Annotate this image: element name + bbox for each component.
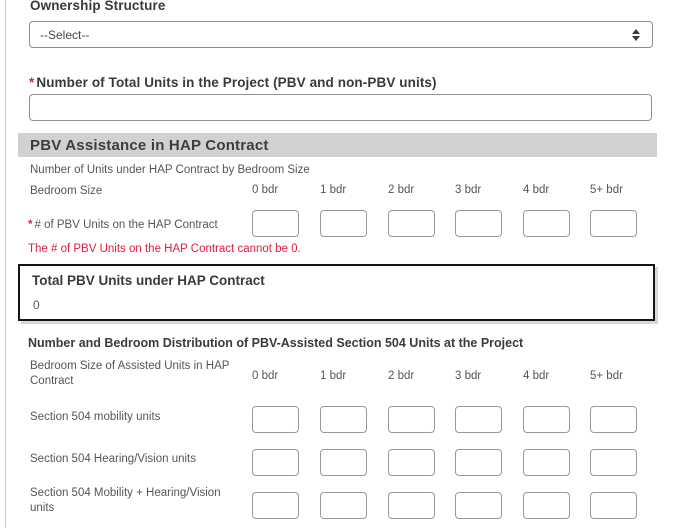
pbv-units-0bdr-input[interactable]	[252, 210, 299, 237]
total-pbv-units-title: Total PBV Units under HAP Contract	[32, 273, 265, 288]
pbv-units-row-label-text: # of PBV Units on the HAP Contract	[34, 219, 218, 231]
select-spinner-icon	[632, 29, 640, 41]
pbv-section-subtitle: Number of Units under HAP Contract by Bedroom Size	[30, 164, 310, 176]
pbv-units-2bdr-input[interactable]	[388, 210, 435, 237]
col-header-0bdr: 0 bdr	[252, 184, 279, 196]
hearing-vision-5bdr-input[interactable]	[590, 449, 637, 476]
pbv-units-1bdr-input[interactable]	[320, 210, 367, 237]
col-header-1bdr: 1 bdr	[320, 184, 347, 196]
section504-mobility-label: Section 504 mobility units	[30, 411, 161, 423]
total-pbv-units-value: 0	[33, 298, 40, 312]
hearing-vision-0bdr-input[interactable]	[252, 449, 299, 476]
total-units-label-text: Number of Total Units in the Project (PBV and non-PBV units)	[36, 75, 437, 90]
total-pbv-units-box	[18, 264, 655, 321]
col-header-4bdr: 4 bdr	[523, 370, 550, 382]
hearing-vision-2bdr-input[interactable]	[388, 449, 435, 476]
mobility-hearing-vision-2bdr-input[interactable]	[388, 492, 435, 519]
mobility-5bdr-input[interactable]	[590, 406, 637, 433]
section504-title: Number and Bedroom Distribution of PBV-Assisted Section 504 Units at the Project	[28, 336, 524, 350]
mobility-3bdr-input[interactable]	[455, 406, 502, 433]
total-units-label	[29, 75, 437, 90]
pbv-units-3bdr-input[interactable]	[455, 210, 502, 237]
mobility-4bdr-input[interactable]	[523, 406, 570, 433]
mobility-hearing-vision-0bdr-input[interactable]	[252, 492, 299, 519]
mobility-hearing-vision-3bdr-input[interactable]	[455, 492, 502, 519]
pbv-units-5bdr-input[interactable]	[590, 210, 637, 237]
mobility-2bdr-input[interactable]	[388, 406, 435, 433]
required-asterisk: *	[29, 75, 35, 90]
pbv-units-error-message: The # of PBV Units on the HAP Contract cannot be 0.	[28, 243, 301, 255]
panel-left-border	[5, 0, 6, 528]
section504-bedroom-header: Bedroom Size of Assisted Units in HAP Contract	[30, 360, 230, 388]
chevron-down-icon	[632, 36, 640, 41]
col-header-2bdr: 2 bdr	[388, 370, 415, 382]
col-header-3bdr: 3 bdr	[455, 370, 482, 382]
pbv-section-header	[18, 133, 657, 157]
ownership-structure-label: Ownership Structure	[30, 0, 166, 13]
hearing-vision-4bdr-input[interactable]	[523, 449, 570, 476]
ownership-structure-select[interactable]	[29, 21, 653, 48]
col-header-3bdr: 3 bdr	[455, 184, 482, 196]
pbv-units-row-label	[28, 218, 218, 233]
col-header-1bdr: 1 bdr	[320, 370, 347, 382]
hearing-vision-1bdr-input[interactable]	[320, 449, 367, 476]
mobility-0bdr-input[interactable]	[252, 406, 299, 433]
col-header-0bdr: 0 bdr	[252, 370, 279, 382]
chevron-up-icon	[632, 29, 640, 34]
mobility-hearing-vision-1bdr-input[interactable]	[320, 492, 367, 519]
col-header-2bdr: 2 bdr	[388, 184, 415, 196]
hearing-vision-3bdr-input[interactable]	[455, 449, 502, 476]
section504-mobility-hearing-vision-label: Section 504 Mobility + Hearing/Vision units	[30, 487, 221, 515]
total-units-input[interactable]	[29, 94, 652, 121]
ownership-structure-selected-value: --Select--	[40, 27, 90, 42]
mobility-hearing-vision-5bdr-input[interactable]	[590, 492, 637, 519]
col-header-5bdr: 5+ bdr	[590, 370, 623, 382]
col-header-5bdr: 5+ bdr	[590, 184, 623, 196]
pbv-units-4bdr-input[interactable]	[523, 210, 570, 237]
mobility-hearing-vision-4bdr-input[interactable]	[523, 492, 570, 519]
mobility-1bdr-input[interactable]	[320, 406, 367, 433]
pbv-section-title: PBV Assistance in HAP Contract	[30, 136, 269, 154]
required-asterisk: *	[28, 219, 33, 231]
col-header-4bdr: 4 bdr	[523, 184, 550, 196]
bedroom-size-header: Bedroom Size	[30, 185, 103, 197]
section504-hearing-vision-label: Section 504 Hearing/Vision units	[30, 453, 197, 465]
